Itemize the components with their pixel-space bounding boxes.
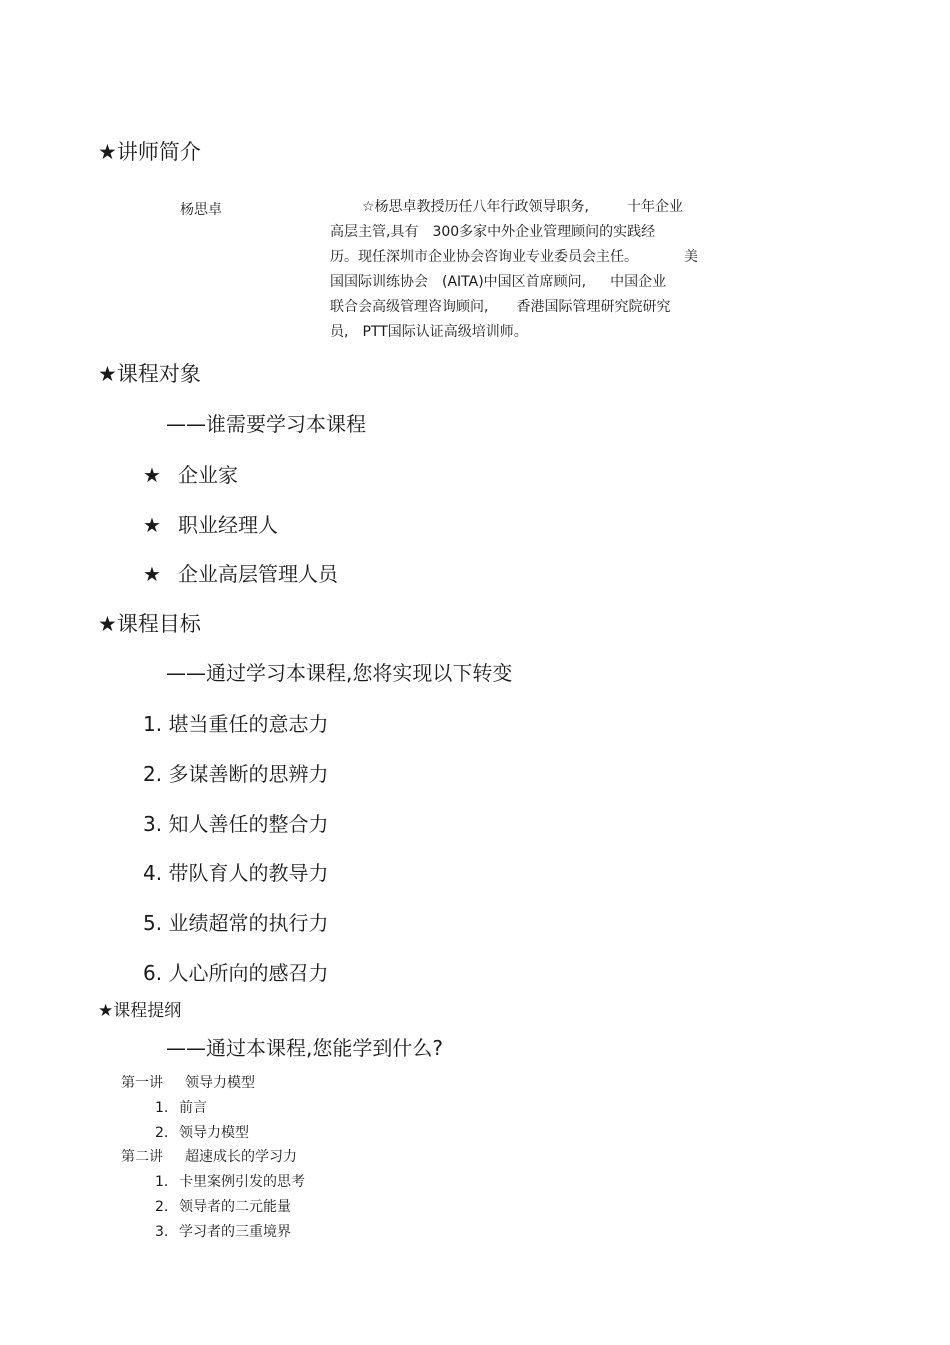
lecture-label: 第一讲 [121,1075,163,1091]
lecture-heading [121,1072,255,1092]
lecture-label: 第二讲 [121,1149,163,1165]
lecture-item [155,1221,291,1241]
lecture-heading [121,1146,297,1166]
star-icon: ★ [143,562,161,586]
lecture-item [155,1122,249,1142]
outline-subtitle: ——通过本课程,您能学到什么? [166,1036,443,1060]
goal-item: 2. 多谋善断的思辨力 [143,762,329,786]
lecture-item [155,1171,305,1191]
bio-line [330,295,670,320]
section-heading-goals: ★课程目标 [98,612,201,636]
bio-text: 联合会高级管理咨询顾问, [330,299,489,315]
lecture-item-number: 1. [155,1100,169,1116]
audience-item-label: 企业家 [178,463,238,487]
bio-line [362,195,683,220]
lecture-item [155,1196,291,1216]
section-heading-outline: ★课程提纲 [98,1001,182,1021]
bio-text: PTT国际认证高级培训师。 [362,324,528,340]
audience-item [143,558,338,587]
lecture-title: 超速成长的学习力 [185,1149,297,1165]
goal-item: 1. 堪当重任的意志力 [143,712,329,736]
goal-item: 3. 知人善任的整合力 [143,812,329,836]
lecture-item-text: 学习者的三重境界 [179,1224,291,1240]
bio-text: 美 [684,249,698,265]
bio-text: 中国企业 [610,274,667,290]
star-icon: ★ [143,513,161,537]
bio-line [330,320,528,345]
lecture-item-text: 卡里案例引发的思考 [179,1174,305,1190]
section-heading-audience: ★课程对象 [98,362,201,386]
lecture-item-text: 领导力模型 [179,1125,249,1141]
bio-text: (AITA)中国区首席顾问, [442,274,587,290]
lecture-title: 领导力模型 [185,1075,255,1091]
lecturer-name: 杨思卓 [180,202,222,218]
bio-line [330,270,666,295]
lecture-item-number: 2. [155,1199,169,1215]
audience-item [143,509,278,538]
section-heading-lecturer: ★讲师简介 [98,140,201,164]
goal-item: 6. 人心所向的感召力 [143,961,329,985]
goals-subtitle: ——通过学习本课程,您将实现以下转变 [166,661,513,685]
audience-item [143,459,238,488]
bio-line [330,220,655,245]
star-icon: ★ [143,463,161,487]
bio-text: 历。现任深圳市企业协会咨询业专业委员会主任。 [330,249,638,265]
bio-text: 十年企业 [627,199,684,215]
bio-line [330,245,698,270]
audience-item-label: 职业经理人 [178,513,278,537]
goal-item: 4. 带队育人的教导力 [143,861,329,885]
audience-subtitle: ——谁需要学习本课程 [166,412,366,436]
lecturer-bio [330,195,710,345]
lecture-item [155,1097,207,1117]
bio-text: 国国际训练协会 [330,274,428,290]
bio-text: ☆杨思卓教授历任八年行政领导职务, [362,199,590,215]
bio-text: 高层主管,具有 [330,224,419,240]
bio-text: 员, [330,324,349,340]
lecture-item-number: 1. [155,1174,169,1190]
audience-item-label: 企业高层管理人员 [178,562,338,586]
bio-text: 香港国际管理研究院研究 [516,299,671,315]
bio-text: 300多家中外企业管理顾问的实践经 [432,224,656,240]
lecture-item-text: 领导者的二元能量 [179,1199,291,1215]
lecture-item-number: 2. [155,1125,169,1141]
lecture-item-number: 3. [155,1224,169,1240]
goal-item: 5. 业绩超常的执行力 [143,911,329,935]
lecture-item-text: 前言 [179,1100,207,1116]
